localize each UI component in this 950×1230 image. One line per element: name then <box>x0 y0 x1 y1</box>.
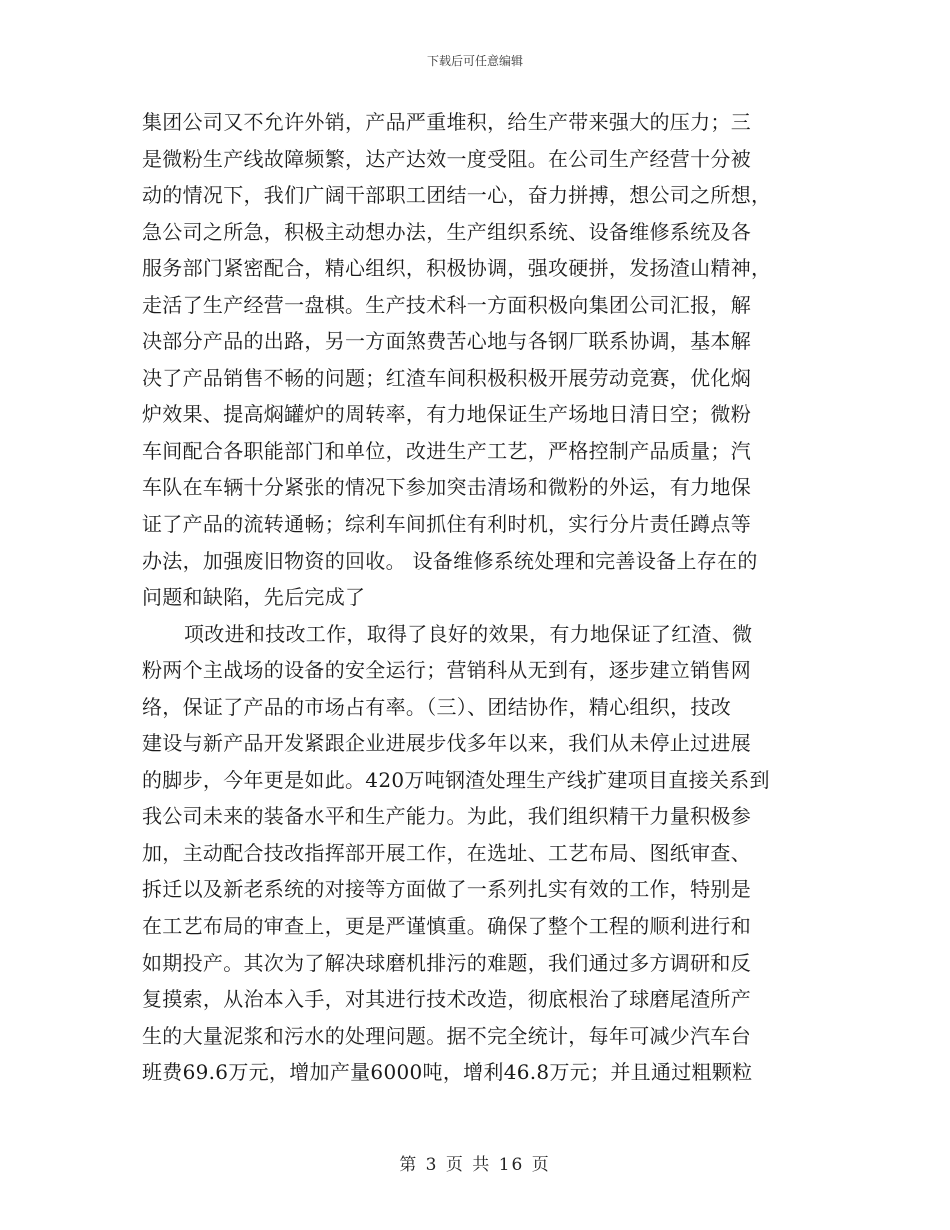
page-header: 下载后可任意编辑 <box>426 54 523 68</box>
text-line: 集团公司又不允许外销，产品严重堆积，给生产带来强大的压力；三 <box>142 110 751 134</box>
text-line: 生的大量泥浆和污水的处理问题。据不完全统计，每年可减少汽车台 <box>142 1023 751 1048</box>
text-line: 决部分产品的出路，另一方面煞费苦心地与各钢厂联系协调，基本解 <box>142 329 751 354</box>
text-line: 车队在车辆十分紧张的情况下参加突击清场和微粉的外运，有力地保 <box>142 475 751 500</box>
text-line: 复摸索，从治本入手，对其进行技术改造，彻底根治了球磨尾渣所产 <box>142 987 751 1012</box>
text-line: 拆迁以及新老系统的对接等方面做了一系列扎实有效的工作，特别是 <box>142 877 751 902</box>
text-line: 络，保证了产品的市场占有率。（三）、团结协作，精心组织，技改 <box>142 694 731 719</box>
text-line: 炉效果、提高焖罐炉的周转率，有力地保证生产场地日清日空；微粉 <box>142 402 751 427</box>
text-line: 车间配合各职能部门和单位，改进生产工艺，严格控制产品质量；汽 <box>142 438 751 463</box>
text-line: 的脚步，今年更是如此。420万吨钢渣处理生产线扩建项目直接关系到 <box>142 767 770 792</box>
text-line: 在工艺布局的审查上，更是严谨慎重。确保了整个工程的顺利进行和 <box>142 914 751 939</box>
text-line: 急公司之所急，积极主动想办法，生产组织系统、设备维修系统及各 <box>142 219 751 244</box>
text-line: 决了产品销售不畅的问题；红渣车间积极积极开展劳动竞赛，优化焖 <box>142 365 751 390</box>
text-line: 问题和缺陷，先后完成了 <box>142 585 366 610</box>
text-line: 办法，加强废旧物资的回收。 设备维修系统处理和完善设备上存在的 <box>142 548 758 573</box>
text-line: 走活了生产经营一盘棋。生产技术科一方面积极向集团公司汇报，解 <box>142 292 751 317</box>
text-line: 动的情况下，我们广阔干部职工团结一心，奋力拼搏，想公司之所想， <box>142 183 772 208</box>
text-line: 建设与新产品开发紧跟企业进展步伐多年以来，我们从未停止过进展 <box>142 731 751 756</box>
paragraph-start-line: 项改进和技改工作，取得了良好的效果，有力地保证了红渣、微 <box>184 621 753 646</box>
text-line: 班费69.6万元，增加产量6000吨，增利46.8万元；并且通过粗颗粒 <box>142 1060 753 1085</box>
text-line: 如期投产。其次为了解决球磨机排污的难题，我们通过多方调研和反 <box>142 950 751 975</box>
text-line: 是微粉生产线故障频繁，达产达效一度受阻。在公司生产经营十分被 <box>142 146 751 171</box>
text-line: 粉两个主战场的设备的安全运行；营销科从无到有，逐步建立销售网 <box>142 658 751 683</box>
document-body <box>142 104 808 1091</box>
text-line: 加，主动配合技改指挥部开展工作，在选址、工艺布局、图纸审查、 <box>142 840 751 865</box>
text-line: 我公司未来的装备水平和生产能力。为此，我们组织精干力量积极参 <box>142 804 751 829</box>
page-footer: 第 3 页 共 16 页 <box>399 1155 551 1175</box>
text-line: 服务部门紧密配合，精心组织，积极协调，强攻硬拼，发扬渣山精神， <box>142 256 772 281</box>
text-line: 证了产品的流转通畅；综利车间抓住有利时机，实行分片责任蹲点等 <box>142 512 751 537</box>
